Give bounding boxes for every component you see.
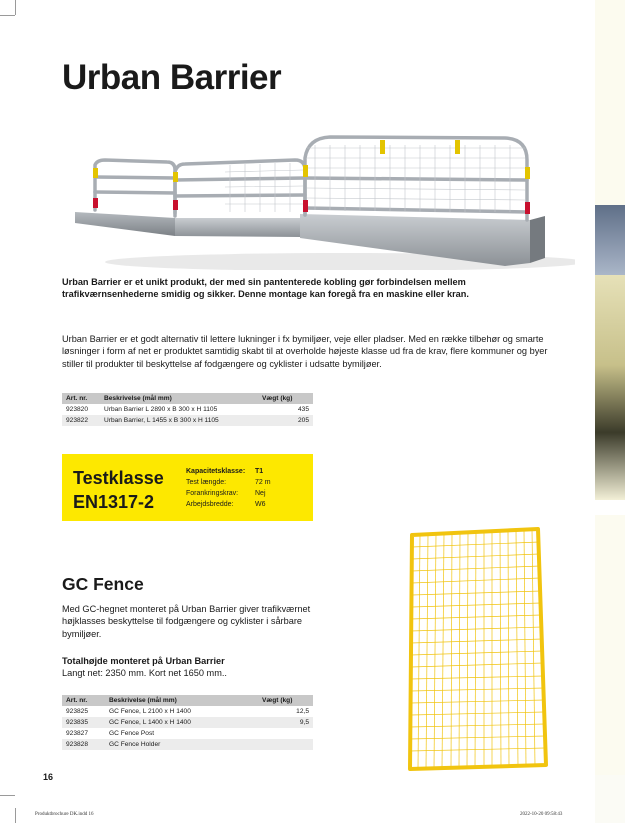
print-slug-date: 2022-10-20 09:58:43 bbox=[520, 812, 563, 817]
page-number: 16 bbox=[43, 772, 54, 782]
cell-description: GC Fence Post bbox=[109, 730, 155, 737]
spec-row bbox=[186, 488, 306, 499]
testklasse-specs bbox=[186, 466, 306, 510]
header-description: Beskrivelse (mål mm) bbox=[100, 393, 258, 404]
spec-row bbox=[186, 499, 306, 510]
cell-art-nr: 923828 bbox=[62, 739, 105, 750]
cell-art-nr: 923822 bbox=[62, 415, 100, 426]
table-header-row bbox=[62, 695, 313, 706]
gc-fence-title: GC Fence bbox=[62, 574, 144, 594]
cell-description: Urban Barrier L 2890 x B 300 x H 1105 bbox=[104, 406, 218, 413]
gc-fence-text: Med GC-hegnet monteret på Urban Barrier giver trafikværnet højklasses beskyttelse til fodgængere og cyklister i sårbare bymiljøer. bbox=[62, 604, 311, 639]
spec-value: 72 m bbox=[255, 479, 271, 486]
header-weight: Vægt (kg) bbox=[258, 695, 313, 706]
header-art-nr: Art. nr. bbox=[62, 695, 105, 706]
table-row bbox=[62, 728, 313, 739]
cell-weight bbox=[258, 728, 313, 739]
intro-bold-text: Urban Barrier er et unikt produkt, der med sin pantenterede kobling gør forbindelsen mellem trafikværnsenhederne smidig og sikker. Denne montage kan foregå fra en maskine eller kran. bbox=[62, 277, 469, 300]
cell-art-nr: 923820 bbox=[66, 406, 89, 413]
testklasse-standard: EN1317-2 bbox=[73, 492, 155, 512]
spec-value: T1 bbox=[255, 468, 264, 475]
spec-row bbox=[186, 477, 306, 488]
total-height-text: Langt net: 2350 mm. Kort net 1650 mm.. bbox=[62, 668, 227, 678]
adjacent-page-strip bbox=[595, 0, 625, 823]
gc-fence-image bbox=[400, 525, 550, 775]
cell-weight: 435 bbox=[297, 406, 309, 413]
urban-barrier-table bbox=[62, 393, 313, 426]
page-title: Urban Barrier bbox=[62, 58, 282, 97]
spec-row bbox=[186, 466, 306, 477]
cell-description: GC Fence Holder bbox=[105, 739, 258, 750]
cell-description: GC Fence, L 1400 x H 1400 bbox=[105, 717, 258, 728]
intro-body-text: Urban Barrier er et godt alternativ til lettere lukninger i fx bymiljøer, veje eller pladser. Med en række tilbehør og smarte løsninger i form af net er produktet samtidig skabt til at overholde højeste klasse ud fra de krav, flere kommuner og byer stiller til produkter til beskyttelse af fodgængere og cyklister i udsatte bymiljøer. bbox=[62, 334, 548, 369]
crop-mark bbox=[15, 0, 16, 15]
total-height-heading: Totalhøjde monteret på Urban Barrier bbox=[62, 656, 225, 666]
testklasse-title: Testklasse bbox=[73, 468, 164, 488]
table-row bbox=[62, 717, 313, 728]
cell-art-nr: 923827 bbox=[66, 730, 89, 737]
cell-description: GC Fence, L 2100 x H 1400 bbox=[109, 708, 191, 715]
crop-mark bbox=[15, 808, 16, 823]
table-row bbox=[62, 706, 313, 717]
cell-description: Urban Barrier, L 1455 x B 300 x H 1105 bbox=[100, 415, 258, 426]
crop-mark bbox=[0, 795, 15, 796]
header-art-nr: Art. nr. bbox=[62, 393, 100, 404]
table-row bbox=[62, 404, 313, 415]
cell-art-nr: 923835 bbox=[62, 717, 105, 728]
table-row bbox=[62, 415, 313, 426]
gc-fence-table bbox=[62, 695, 313, 750]
testklasse-box bbox=[62, 454, 313, 521]
spec-value: Nej bbox=[255, 490, 266, 497]
table-header-row bbox=[62, 393, 313, 404]
table-row bbox=[62, 739, 313, 750]
cell-art-nr: 923825 bbox=[66, 708, 89, 715]
spec-key: Arbejdsbredde: bbox=[186, 501, 234, 508]
spec-key: Test længde: bbox=[186, 479, 227, 486]
print-slug-file: Produktbrochure DK.indd 16 bbox=[35, 812, 94, 817]
crop-mark bbox=[0, 15, 15, 16]
cell-weight: 205 bbox=[258, 415, 313, 426]
cell-weight bbox=[258, 739, 313, 750]
spec-value: W6 bbox=[255, 501, 266, 508]
spec-key: Kapacitetsklasse: bbox=[186, 468, 246, 475]
header-description: Beskrivelse (mål mm) bbox=[105, 695, 258, 706]
header-weight: Vægt (kg) bbox=[258, 393, 313, 404]
cell-weight: 12,5 bbox=[296, 708, 309, 715]
cell-weight: 9,5 bbox=[258, 717, 313, 728]
spec-key: Forankringskrav: bbox=[186, 490, 239, 497]
urban-barrier-image bbox=[75, 120, 575, 270]
